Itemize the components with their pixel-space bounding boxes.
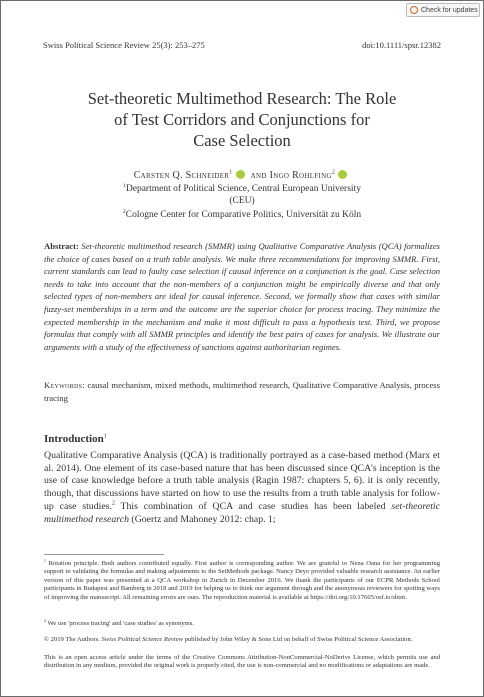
section-heading-introduction [44,433,107,445]
check-for-updates-label: Check for updates [421,6,478,14]
footnote-number: 1 [44,557,46,563]
license-notice [44,654,440,671]
title-line: Set-theoretic Multimethod Research: The Role [87,89,397,108]
abstract-label: Abstract: [44,241,79,251]
emphasis-text: set-theoretic multimethod research [44,500,440,525]
copyright-text: published by John Wiley & Sons Ltd on behalf of Swiss Political Science Association. [182,636,413,643]
copyright-text: © 2019 The Authors. [44,636,102,643]
affiliation-text: Department of Political Science, Central European University [125,184,361,194]
keywords-label: Keywords: [44,380,85,390]
check-for-updates-badge[interactable] [406,3,480,17]
footnote-1 [44,557,440,602]
footnote-marker[interactable]: 2 [111,500,115,507]
keywords [44,379,440,404]
affiliation-marker: 2 [122,208,126,215]
affiliation-2 [45,209,439,221]
footnote-marker[interactable]: 1 [103,433,107,440]
body-text: (Goertz and Mahoney 2012: chap. 1; [128,513,276,525]
article-title [45,88,439,151]
refresh-icon [410,6,418,14]
journal-citation: Swiss Political Science Review 25(3): 253–275 [43,40,205,50]
heading-text: Introduction [44,433,104,445]
footnote-text: We use 'process tracing' and 'case studies' as synonyms. [47,620,195,627]
keywords-text: causal mechanism, mixed methods, multimethod research, Qualitative Comparative Analysis, process tracing [44,380,440,403]
copyright-notice [44,636,440,644]
author-conjunction: and [250,170,267,181]
affiliation-1 [45,183,439,207]
affiliation-marker: 2 [331,169,336,176]
title-line: of Test Corridors and Conjunctions for [114,110,370,129]
affiliation-text: (CEU) [229,196,255,206]
author-name[interactable]: Ingo Rohlfing [269,170,332,181]
abstract [44,240,440,353]
footnote-2 [44,617,440,628]
author-list [45,170,439,181]
body-text: This combination of QCA and case studies has been labeled [114,500,392,512]
affiliation-marker: 1 [123,182,126,189]
author-name[interactable]: Carsten Q. Schneider [133,170,230,181]
footnote-number: 2 [44,617,46,623]
title-line: Case Selection [193,131,291,150]
license-text: This is an open access article under the terms of the Creative Commons Attribution-NonCommercial-NoDerivs License, which permits use and distribution in any medium, provided the original work is properly cited, the use is non-commercial and no modifications or adaptations are made. [44,654,440,670]
footnote-divider [44,554,164,555]
affiliation-text: Cologne Center for Comparative Politics, Universität zu Köln [125,210,362,220]
journal-name: Swiss Political Science Review [101,636,183,643]
orcid-icon[interactable] [338,170,347,179]
footnote-text: Rotation principle. Both authors contributed equally. First author is corresponding author. We are grateful to Nena Oana for her programming support in validating the formulas and making adjustments to the SetMethods package. Nancy Deyo provided valuable research assistance. An earlier version of this paper was presented at a QCA workshop in Zurich in December 2016. We thank the participants of our ECPR Methods School participants in Budapest and Bamberg in 2018 and 2019 for helping us to think our argument through and the anonymous reviewers for spotting ways of improving the manuscript. All remaining errors are ours. The reproduction material is available at https://doi.org/10.17605/osf.io/sbtnt. [44,560,440,601]
introduction-paragraph [44,450,440,526]
affiliation-marker: 1 [229,169,233,176]
body-text: Qualitative Comparative Analysis (QCA) is traditionally portrayed as a case-based method (Marx et al. 2014). One element of its case-based nature that has been discussed since QCA's inception is the use of case knowledge before a truth table analysis (Ragin 1987: chapters 5, 6). it is only recently, though, that discussions have started on how to use the results from a truth table analysis for follow-up case studies. [44,450,440,512]
abstract-text: Set-theoretic multimethod research (SMMR) using Qualitative Comparative Analysis (QCA) formalizes the choice of cases based on a truth table analysis. We make three recommendations for improving SMMR. First, current standards can lead to faulty case selection if causal inference on a conjunction is the goal. Case selection needs to take into account that the non-members of a conjunction might be empirically diverse and that only selected types of non-members are ideal for causal inference. Second, we formally show that cases with similar fuzzy-set memberships in a term and the outcome are the superior choice for process tracing. They minimize the expected membership in the mechanism and make it most difficult to pass a hypothesis test. Third, we propose formulas that comply with all SMMR principles and identify the best pairs of cases for analysis. We illustrate our arguments with a study of the effectiveness of sanctions against authoritarian regimes. [44,241,440,352]
doi-link[interactable]: doi:10.1111/spsr.12382 [362,40,441,50]
orcid-icon[interactable] [236,170,245,179]
